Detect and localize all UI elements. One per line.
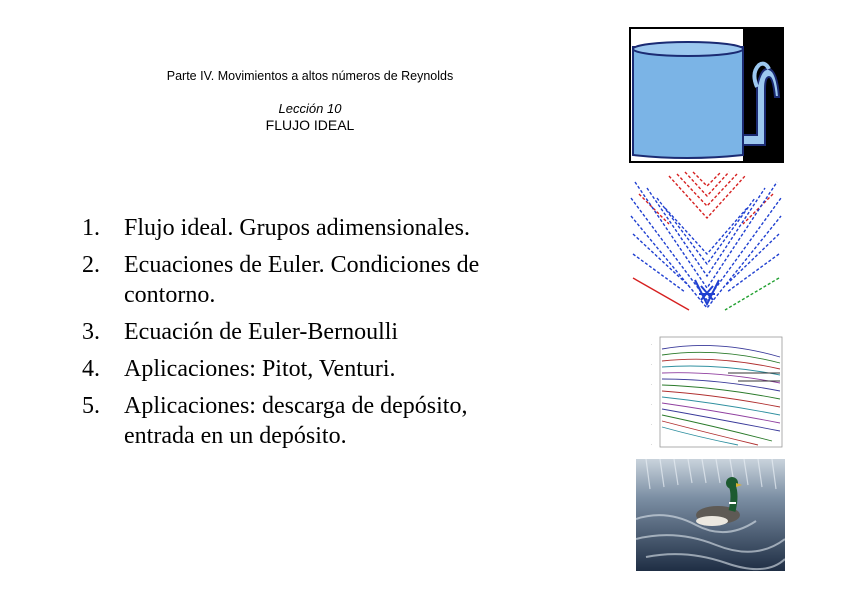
- svg-text:.: .: [651, 361, 653, 366]
- slide-header: [100, 68, 520, 134]
- list-number: 1.: [82, 215, 100, 241]
- topic-list: [82, 213, 552, 458]
- list-item: [82, 317, 552, 347]
- list-number: 3.: [82, 319, 100, 345]
- svg-text:.: .: [651, 381, 653, 386]
- list-item: [82, 354, 552, 384]
- streamline-diagram: [629, 168, 783, 321]
- list-number: 4.: [82, 356, 100, 382]
- list-item: [82, 213, 552, 243]
- list-text: Flujo ideal. Grupos adimensionales.: [124, 215, 470, 241]
- list-number: 5.: [82, 393, 100, 419]
- list-text: Aplicaciones: Pitot, Venturi.: [124, 356, 396, 382]
- list-number: 2.: [82, 252, 100, 278]
- list-text: Ecuaciones de Euler. Condiciones de contorno.: [124, 252, 480, 308]
- svg-text:.: .: [651, 441, 653, 446]
- svg-text:.: .: [651, 341, 653, 346]
- streamline-icon: [629, 168, 783, 321]
- lesson-number: Lección 10: [278, 101, 342, 116]
- list-item: [82, 391, 552, 451]
- list-text: Aplicaciones: descarga de depósito, entrada en un depósito.: [124, 393, 468, 449]
- duck-photo-icon: [636, 459, 785, 571]
- list-item: [82, 250, 552, 310]
- duck-photo: [636, 459, 785, 571]
- water-tank-illustration: [629, 27, 784, 163]
- line-plot-icon: [648, 333, 785, 453]
- lesson-title: FLUJO IDEAL: [265, 117, 355, 133]
- list-text: Ecuación de Euler-Bernoulli: [124, 319, 399, 345]
- part-title: Parte IV. Movimientos a altos números de Reynolds: [166, 69, 454, 83]
- svg-text:.: .: [651, 401, 653, 406]
- svg-text:.: .: [651, 421, 653, 426]
- water-tank-icon: [629, 27, 784, 163]
- line-plot-thumbnail: [648, 333, 785, 453]
